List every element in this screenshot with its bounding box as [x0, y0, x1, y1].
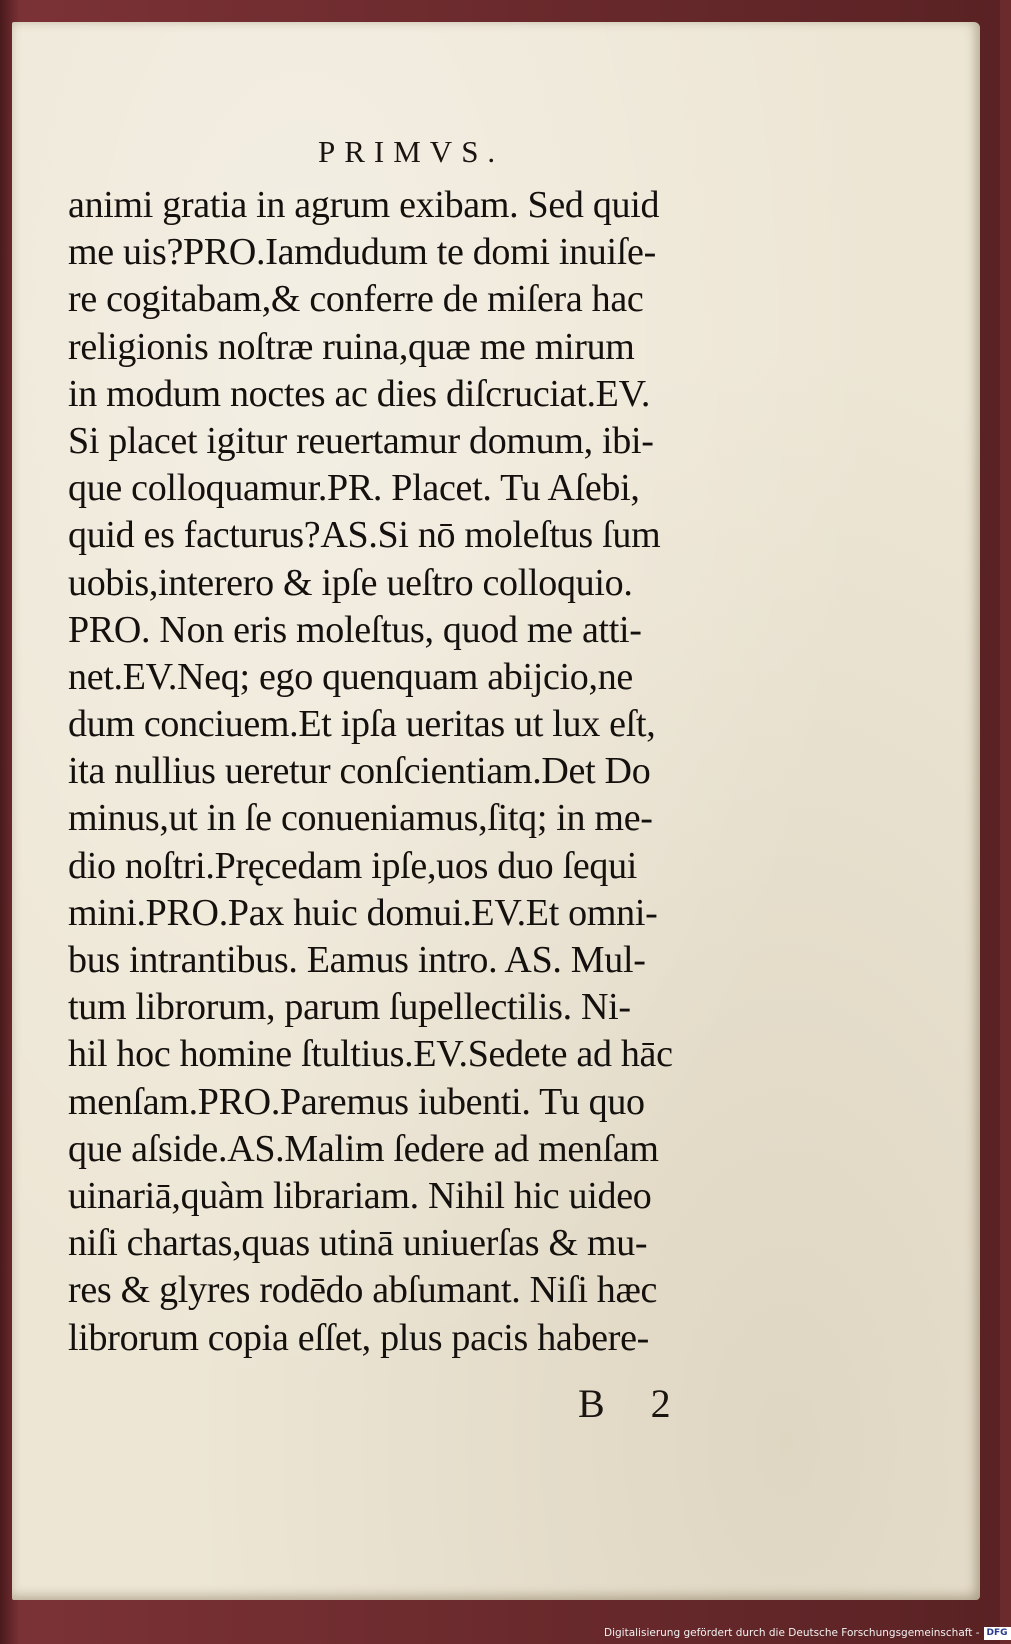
text-line: menſam.PRO.Paremus iubenti. Tu quo: [68, 1080, 645, 1123]
text-line: res & glyres rodēdo abſumant. Niſi hæc: [68, 1269, 658, 1312]
text-line: uinariā,quàm librariam. Nihil hic uideo: [68, 1174, 652, 1217]
text-line: librorum copia eſſet, plus pacis habere-: [68, 1316, 650, 1359]
text-line: que aſside.AS.Malim ſedere ad menſam: [68, 1127, 659, 1170]
text-line: Si placet igitur reuertamur domum, ibi-: [68, 419, 654, 462]
dfg-logo-icon: DFG: [984, 1627, 1011, 1640]
digitization-credit: [604, 1624, 1011, 1642]
text-line: dio noſtri.Pręcedam ipſe,uos duo ſequi: [68, 844, 638, 887]
text-line: ita nullius ueretur conſcientiam.Det Do: [68, 750, 651, 793]
signature-mark: B 2: [578, 1381, 689, 1426]
text-line: bus intrantibus. Eamus intro. AS. Mul-: [68, 939, 646, 981]
text-line: tum librorum, parum ſupellectilis. Ni-: [68, 986, 631, 1029]
text-line: religionis noſtræ ruina,quæ me mirum: [68, 325, 635, 368]
body-text: [68, 182, 778, 1362]
text-line: minus,ut in ſe conueniamus,ſitq; in me-: [68, 797, 653, 840]
text-line: me uis?PRO.Iamdudum te domi inuiſe-: [68, 231, 656, 274]
credit-text: Digitalisierung gefördert durch die Deutsche Forschungsgemeinschaft -: [604, 1627, 980, 1639]
text-line: mini.PRO.Pax huic domui.EV.Et omni-: [68, 891, 658, 934]
running-head: PRIMVS.: [318, 134, 505, 169]
text-line: PRO. Non eris moleſtus, quod me atti-: [68, 608, 642, 651]
text-line: que colloquamur.PR. Placet. Tu Aſebi,: [68, 467, 640, 510]
text-line: re cogitabam,& conferre de miſera hac: [68, 278, 644, 321]
text-line: animi gratia in agrum exibam. Sed quid: [68, 184, 660, 226]
text-line: dum conciuem.Et ipſa ueritas ut lux eſt,: [68, 703, 656, 746]
text-line: net.EV.Neq; ego quenquam abijcio,ne: [68, 655, 633, 698]
text-line: hil hoc homine ſtultius.EV.Sedete ad hāc: [68, 1033, 673, 1076]
text-line: quid es facturus?AS.Si nō moleſtus ſum: [68, 514, 661, 557]
text-line: in modum noctes ac dies diſcruciat.EV.: [68, 372, 651, 415]
text-line: uobis,interero & ipſe ueſtro colloquio.: [68, 561, 633, 604]
text-line: niſi chartas,quas utinā uniuerſas & mu-: [68, 1222, 648, 1265]
